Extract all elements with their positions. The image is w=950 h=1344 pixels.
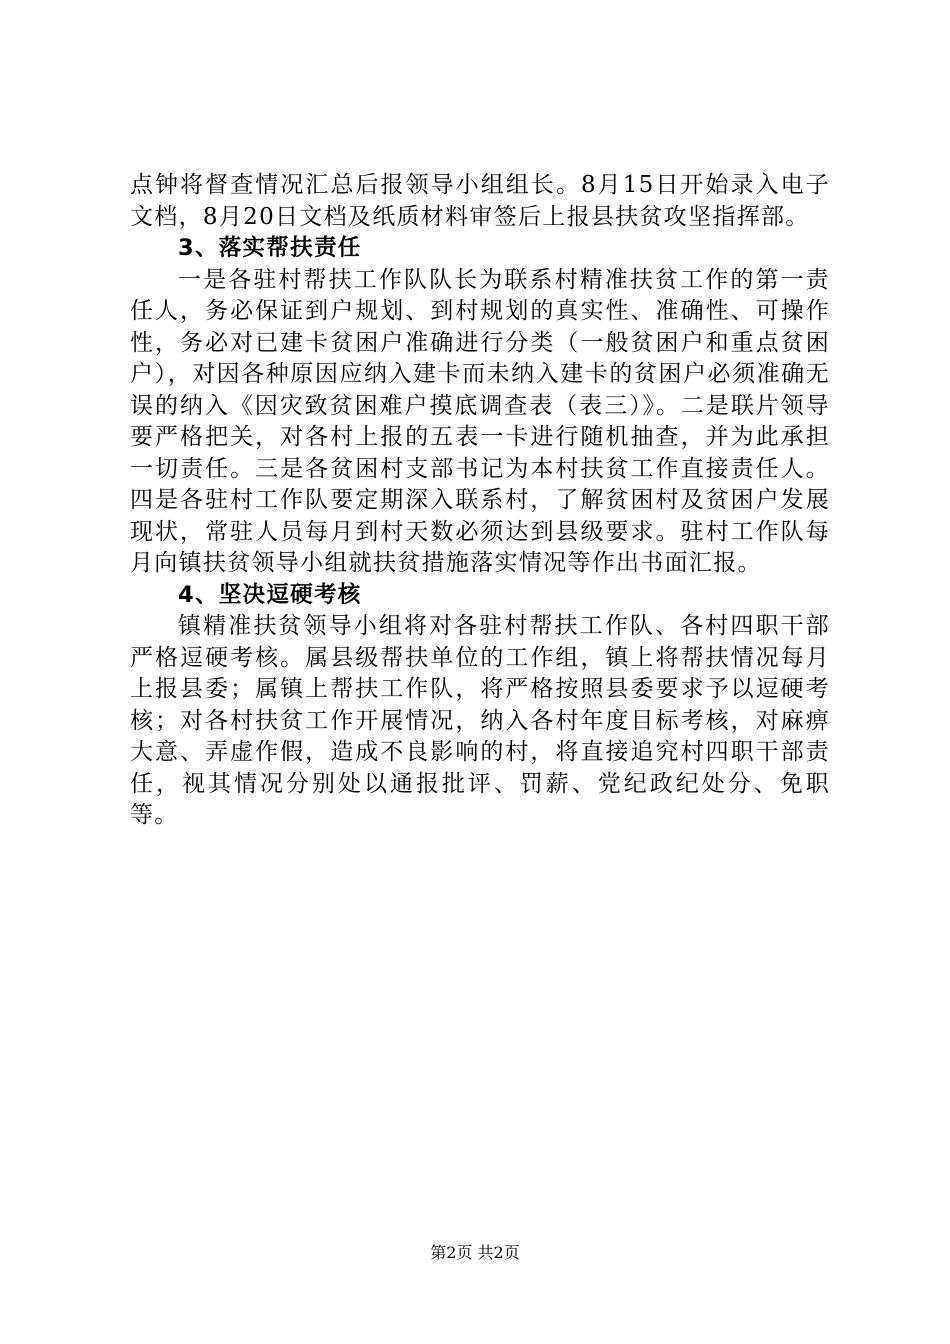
paragraph-continuation: 点钟将督查情况汇总后报领导小组组长。8月15日开始录入电子文档，8月20日文档及纸质材料审签后上报县扶贫攻坚指挥部。 (130, 172, 830, 230)
section-heading-4: 4、坚决逗硬考核 (178, 581, 362, 608)
document-body (130, 170, 830, 832)
page-footer: 第2页 共2页 (430, 1243, 520, 1262)
section-heading-3: 3、落实帮扶责任 (178, 235, 362, 261)
paragraph-responsibility: 一是各驻村帮扶工作队队长为联系村精准扶贫工作的第一责任人，务必保证到户规划、到村规划的真实性、准确性、可操作性，务必对已建卡贫困户准确进行分类（一般贫困户和重点贫困户），对因各种原因应纳入建卡而未纳入建卡的贫困户必须准确无误的纳入《因灾致贫困难户摸底调查表（表三）》。二是联片领导要严格把关，对各村上报的五表一卡进行随机抽查，并为此承担一切责任。三是各贫困村支部书记为本村扶贫工作直接责任人。四是各驻村工作队要定期深入联系村，了解贫困村及贫困户发展现状，常驻人员每月到村天数必须达到县级要求。驻村工作队每月向镇扶贫领导小组就扶贫措施落实情况等作出书面汇报。 (130, 266, 830, 576)
paragraph-assessment: 镇精准扶贫领导小组将对各驻村帮扶工作队、各村四职干部严格逗硬考核。属县级帮扶单位的工作组，镇上将帮扶情况每月上报县委；属镇上帮扶工作队，将严格按照县委要求予以逗硬考核；对各村扶贫工作开展情况，纳入各村年度目标考核，对麻痹大意、弄虚作假，造成不良影响的村，将直接追究村四职干部责任，视其情况分别处以通报批评、罚薪、党纪政纪处分、免职等。 (130, 613, 830, 828)
